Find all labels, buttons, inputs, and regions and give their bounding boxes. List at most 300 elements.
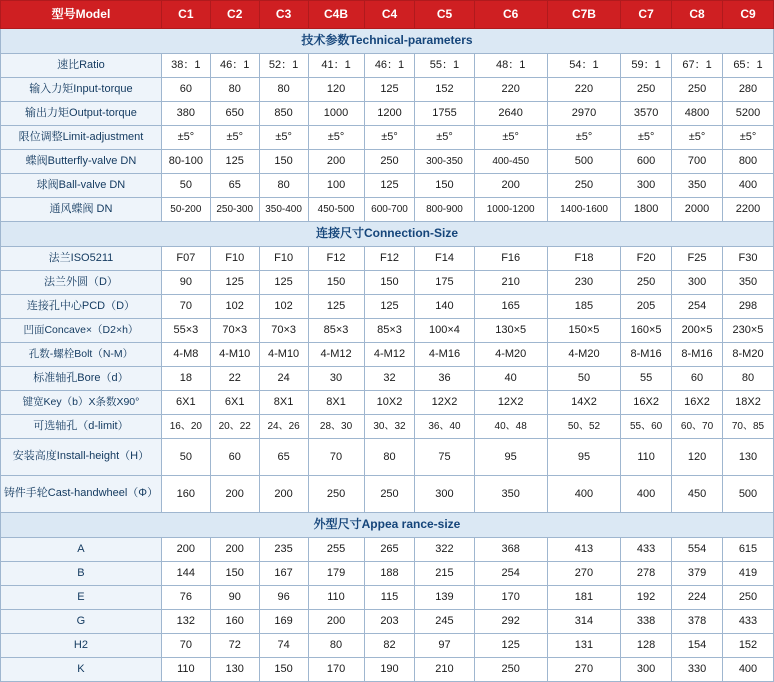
table-row — [1, 198, 774, 222]
cell: 72 — [210, 634, 259, 658]
row-label: 蝶阀Butterfly-valve DN — [1, 150, 162, 174]
table-row — [1, 295, 774, 319]
cell: 85×3 — [308, 319, 364, 343]
cell: 419 — [722, 562, 773, 586]
cell: 125 — [364, 295, 415, 319]
cell: F20 — [621, 247, 672, 271]
cell: 433 — [621, 538, 672, 562]
row-label: 输入力矩Input-torque — [1, 78, 162, 102]
cell: 60 — [210, 439, 259, 476]
cell: 400-450 — [474, 150, 547, 174]
cell: 80 — [259, 174, 308, 198]
cell: 46：1 — [210, 54, 259, 78]
row-label: 连接孔中心PCD（D） — [1, 295, 162, 319]
cell: 10X2 — [364, 391, 415, 415]
row-label: A — [1, 538, 162, 562]
cell: F18 — [547, 247, 620, 271]
cell: 16X2 — [672, 391, 723, 415]
cell: 150 — [259, 150, 308, 174]
cell: 8-M16 — [672, 343, 723, 367]
cell: 160 — [161, 476, 210, 513]
cell: 125 — [308, 295, 364, 319]
section-band-appearance — [1, 513, 774, 538]
column-header-c4b: C4B — [308, 1, 364, 29]
cell: 800 — [722, 150, 773, 174]
cell: 32 — [364, 367, 415, 391]
cell: 200 — [210, 538, 259, 562]
cell: 600 — [621, 150, 672, 174]
cell: 280 — [722, 78, 773, 102]
table-row — [1, 343, 774, 367]
row-label: 通风蝶阀 DN — [1, 198, 162, 222]
row-label: 输出力矩Output-torque — [1, 102, 162, 126]
cell: 5200 — [722, 102, 773, 126]
cell: 265 — [364, 538, 415, 562]
cell: 70、85 — [722, 415, 773, 439]
cell: 40、48 — [474, 415, 547, 439]
cell: 80 — [210, 78, 259, 102]
cell: 139 — [415, 586, 474, 610]
row-label: K — [1, 658, 162, 682]
cell: F10 — [259, 247, 308, 271]
row-label: 速比Ratio — [1, 54, 162, 78]
cell: 18X2 — [722, 391, 773, 415]
cell: 300-350 — [415, 150, 474, 174]
column-header-c7: C7 — [621, 1, 672, 29]
row-label: 键宽Key（b）X条数X90° — [1, 391, 162, 415]
row-label: 球阀Ball-valve DN — [1, 174, 162, 198]
cell: 70 — [161, 295, 210, 319]
cell: 192 — [621, 586, 672, 610]
cell: 200 — [308, 150, 364, 174]
cell: 80 — [308, 634, 364, 658]
cell: F12 — [308, 247, 364, 271]
row-label: B — [1, 562, 162, 586]
cell: 250 — [308, 476, 364, 513]
table-row — [1, 391, 774, 415]
cell: 50、52 — [547, 415, 620, 439]
cell: 300 — [621, 174, 672, 198]
cell: 500 — [722, 476, 773, 513]
cell: 110 — [621, 439, 672, 476]
cell: ±5° — [474, 126, 547, 150]
cell: 167 — [259, 562, 308, 586]
cell: 2640 — [474, 102, 547, 126]
cell: 433 — [722, 610, 773, 634]
cell: 413 — [547, 538, 620, 562]
cell: 8X1 — [259, 391, 308, 415]
cell: 200 — [259, 476, 308, 513]
cell: ±5° — [308, 126, 364, 150]
cell: 300 — [415, 476, 474, 513]
column-header-c7b: C7B — [547, 1, 620, 29]
cell: 200 — [161, 538, 210, 562]
cell: ±5° — [415, 126, 474, 150]
cell: 8X1 — [308, 391, 364, 415]
table-row — [1, 367, 774, 391]
row-label: 可选轴孔（d-limit） — [1, 415, 162, 439]
cell: 230 — [547, 271, 620, 295]
cell: 125 — [210, 271, 259, 295]
cell: 292 — [474, 610, 547, 634]
cell: 90 — [161, 271, 210, 295]
table-row — [1, 78, 774, 102]
cell: 74 — [259, 634, 308, 658]
cell: 20、22 — [210, 415, 259, 439]
table-row — [1, 476, 774, 513]
cell: 235 — [259, 538, 308, 562]
cell: 250 — [364, 150, 415, 174]
cell: F07 — [161, 247, 210, 271]
cell: 400 — [722, 658, 773, 682]
cell: 30、32 — [364, 415, 415, 439]
column-header-c2: C2 — [210, 1, 259, 29]
row-label: H2 — [1, 634, 162, 658]
cell: 8-M20 — [722, 343, 773, 367]
cell: 65 — [210, 174, 259, 198]
cell: 125 — [364, 78, 415, 102]
table-row — [1, 586, 774, 610]
cell: 250 — [547, 174, 620, 198]
cell: 102 — [259, 295, 308, 319]
cell: 224 — [672, 586, 723, 610]
cell: 38：1 — [161, 54, 210, 78]
cell: 1800 — [621, 198, 672, 222]
cell: 60、70 — [672, 415, 723, 439]
cell: 4-M8 — [161, 343, 210, 367]
cell: 110 — [161, 658, 210, 682]
cell: 170 — [474, 586, 547, 610]
cell: 150 — [364, 271, 415, 295]
cell: 3570 — [621, 102, 672, 126]
cell: 250 — [364, 476, 415, 513]
cell: F30 — [722, 247, 773, 271]
cell: 368 — [474, 538, 547, 562]
table-row — [1, 658, 774, 682]
cell: 150×5 — [547, 319, 620, 343]
row-label: 孔数-螺栓Bolt（N-M） — [1, 343, 162, 367]
cell: 4-M20 — [474, 343, 547, 367]
cell: 270 — [547, 562, 620, 586]
cell: 160×5 — [621, 319, 672, 343]
cell: 75 — [415, 439, 474, 476]
cell: 210 — [474, 271, 547, 295]
cell: 82 — [364, 634, 415, 658]
cell: 4-M10 — [259, 343, 308, 367]
row-label: E — [1, 586, 162, 610]
cell: 55×3 — [161, 319, 210, 343]
cell: 144 — [161, 562, 210, 586]
cell: 400 — [722, 174, 773, 198]
cell: F10 — [210, 247, 259, 271]
cell: 203 — [364, 610, 415, 634]
cell: 278 — [621, 562, 672, 586]
cell: 125 — [474, 634, 547, 658]
cell: 380 — [161, 102, 210, 126]
cell: 65：1 — [722, 54, 773, 78]
cell: 70×3 — [210, 319, 259, 343]
cell: 48：1 — [474, 54, 547, 78]
cell: 76 — [161, 586, 210, 610]
column-header-c5: C5 — [415, 1, 474, 29]
section-band-connection-label: 连接尺寸Connection-Size — [1, 222, 774, 247]
cell: 350-400 — [259, 198, 308, 222]
cell: 160 — [210, 610, 259, 634]
cell: 70×3 — [259, 319, 308, 343]
cell: 8-M16 — [621, 343, 672, 367]
cell: 254 — [672, 295, 723, 319]
cell: F14 — [415, 247, 474, 271]
table-row — [1, 562, 774, 586]
cell: 18 — [161, 367, 210, 391]
cell: 1400-1600 — [547, 198, 620, 222]
column-header-c3: C3 — [259, 1, 308, 29]
cell: 322 — [415, 538, 474, 562]
cell: 2000 — [672, 198, 723, 222]
cell: 130 — [210, 658, 259, 682]
cell: ±5° — [672, 126, 723, 150]
cell: 95 — [474, 439, 547, 476]
cell: 350 — [722, 271, 773, 295]
cell: 4-M16 — [415, 343, 474, 367]
cell: 120 — [672, 439, 723, 476]
cell: 41：1 — [308, 54, 364, 78]
cell: 36 — [415, 367, 474, 391]
column-header-c4: C4 — [364, 1, 415, 29]
cell: F25 — [672, 247, 723, 271]
cell: 67：1 — [672, 54, 723, 78]
cell: 150 — [308, 271, 364, 295]
cell: 554 — [672, 538, 723, 562]
cell: 80 — [259, 78, 308, 102]
cell: 300 — [672, 271, 723, 295]
cell: 1755 — [415, 102, 474, 126]
cell: 100×4 — [415, 319, 474, 343]
cell: 102 — [210, 295, 259, 319]
cell: 80 — [364, 439, 415, 476]
section-band-technical — [1, 29, 774, 54]
cell: 400 — [621, 476, 672, 513]
cell: 60 — [672, 367, 723, 391]
cell: 125 — [259, 271, 308, 295]
cell: 85×3 — [364, 319, 415, 343]
cell: 36、40 — [415, 415, 474, 439]
cell: ±5° — [547, 126, 620, 150]
cell: 181 — [547, 586, 620, 610]
cell: 2200 — [722, 198, 773, 222]
cell: 16X2 — [621, 391, 672, 415]
cell: 700 — [672, 150, 723, 174]
row-label: 铸件手轮Cast-handwheel（Φ） — [1, 476, 162, 513]
cell: 152 — [415, 78, 474, 102]
cell: 4-M12 — [308, 343, 364, 367]
cell: ±5° — [259, 126, 308, 150]
cell: 170 — [308, 658, 364, 682]
cell: 50-200 — [161, 198, 210, 222]
cell: 400 — [547, 476, 620, 513]
cell: 24 — [259, 367, 308, 391]
cell: 60 — [161, 78, 210, 102]
cell: 131 — [547, 634, 620, 658]
cell: 200×5 — [672, 319, 723, 343]
cell: 1200 — [364, 102, 415, 126]
cell: 850 — [259, 102, 308, 126]
table-row — [1, 439, 774, 476]
cell: 90 — [210, 586, 259, 610]
cell: 1000 — [308, 102, 364, 126]
cell: 250 — [672, 78, 723, 102]
row-label: 凹面Concave×（D2×h） — [1, 319, 162, 343]
cell: 80-100 — [161, 150, 210, 174]
cell: ±5° — [161, 126, 210, 150]
row-label: G — [1, 610, 162, 634]
cell: 200 — [474, 174, 547, 198]
cell: 1000-1200 — [474, 198, 547, 222]
cell: 125 — [364, 174, 415, 198]
table-row — [1, 538, 774, 562]
cell: 190 — [364, 658, 415, 682]
cell: 150 — [259, 658, 308, 682]
cell: 450-500 — [308, 198, 364, 222]
cell: ±5° — [210, 126, 259, 150]
cell: 65 — [259, 439, 308, 476]
cell: 250 — [722, 586, 773, 610]
cell: ±5° — [364, 126, 415, 150]
cell: 230×5 — [722, 319, 773, 343]
cell: 120 — [308, 78, 364, 102]
cell: 95 — [547, 439, 620, 476]
cell: 4-M12 — [364, 343, 415, 367]
cell: 6X1 — [210, 391, 259, 415]
cell: F12 — [364, 247, 415, 271]
column-header-c9: C9 — [722, 1, 773, 29]
cell: 130×5 — [474, 319, 547, 343]
table-row — [1, 610, 774, 634]
cell: 600-700 — [364, 198, 415, 222]
table-row — [1, 415, 774, 439]
row-label: 标准轴孔Bore（d） — [1, 367, 162, 391]
row-label: 限位调整Limit-adjustment — [1, 126, 162, 150]
cell: 255 — [308, 538, 364, 562]
cell: 46：1 — [364, 54, 415, 78]
cell: ±5° — [621, 126, 672, 150]
cell: 245 — [415, 610, 474, 634]
cell: 24、26 — [259, 415, 308, 439]
cell: 338 — [621, 610, 672, 634]
column-header-c6: C6 — [474, 1, 547, 29]
cell: 250 — [621, 271, 672, 295]
cell: 125 — [210, 150, 259, 174]
cell: 55 — [621, 367, 672, 391]
cell: 154 — [672, 634, 723, 658]
cell: 250-300 — [210, 198, 259, 222]
cell: ±5° — [722, 126, 773, 150]
row-label: 法兰ISO5211 — [1, 247, 162, 271]
cell: 200 — [308, 610, 364, 634]
cell: 205 — [621, 295, 672, 319]
cell: 298 — [722, 295, 773, 319]
cell: 16、20 — [161, 415, 210, 439]
cell: 28、30 — [308, 415, 364, 439]
cell: 30 — [308, 367, 364, 391]
section-band-appearance-label: 外型尺寸Appea rance-size — [1, 513, 774, 538]
table-row — [1, 247, 774, 271]
cell: 2970 — [547, 102, 620, 126]
cell: 14X2 — [547, 391, 620, 415]
cell: 500 — [547, 150, 620, 174]
cell: 140 — [415, 295, 474, 319]
cell: 254 — [474, 562, 547, 586]
column-header-model: 型号Model — [1, 1, 162, 29]
cell: 250 — [474, 658, 547, 682]
cell: 70 — [308, 439, 364, 476]
table-row — [1, 126, 774, 150]
cell: 4-M20 — [547, 343, 620, 367]
cell: 350 — [672, 174, 723, 198]
cell: 12X2 — [415, 391, 474, 415]
table-row — [1, 150, 774, 174]
cell: 188 — [364, 562, 415, 586]
cell: 379 — [672, 562, 723, 586]
table-row — [1, 271, 774, 295]
cell: 150 — [210, 562, 259, 586]
cell: 97 — [415, 634, 474, 658]
table-row — [1, 174, 774, 198]
column-header-c8: C8 — [672, 1, 723, 29]
cell: 650 — [210, 102, 259, 126]
cell: 615 — [722, 538, 773, 562]
cell: 350 — [474, 476, 547, 513]
cell: 220 — [474, 78, 547, 102]
cell: 50 — [161, 439, 210, 476]
cell: 314 — [547, 610, 620, 634]
cell: 150 — [415, 174, 474, 198]
column-header-c1: C1 — [161, 1, 210, 29]
cell: 96 — [259, 586, 308, 610]
cell: 55、60 — [621, 415, 672, 439]
cell: 59：1 — [621, 54, 672, 78]
cell: 450 — [672, 476, 723, 513]
cell: 165 — [474, 295, 547, 319]
cell: 52：1 — [259, 54, 308, 78]
cell: 50 — [547, 367, 620, 391]
row-label: 安装高度Install-height（H） — [1, 439, 162, 476]
cell: 179 — [308, 562, 364, 586]
cell: 169 — [259, 610, 308, 634]
cell: 4-M10 — [210, 343, 259, 367]
table-row — [1, 319, 774, 343]
cell: 100 — [308, 174, 364, 198]
cell: 115 — [364, 586, 415, 610]
section-band-connection — [1, 222, 774, 247]
cell: 270 — [547, 658, 620, 682]
cell: 50 — [161, 174, 210, 198]
cell: 378 — [672, 610, 723, 634]
cell: 300 — [621, 658, 672, 682]
cell: 800-900 — [415, 198, 474, 222]
table-row — [1, 102, 774, 126]
cell: 54：1 — [547, 54, 620, 78]
cell: 220 — [547, 78, 620, 102]
cell: 175 — [415, 271, 474, 295]
table-header-row — [1, 1, 774, 29]
cell: 130 — [722, 439, 773, 476]
cell: 4800 — [672, 102, 723, 126]
cell: 128 — [621, 634, 672, 658]
cell: 6X1 — [161, 391, 210, 415]
table-row — [1, 634, 774, 658]
table-row — [1, 54, 774, 78]
